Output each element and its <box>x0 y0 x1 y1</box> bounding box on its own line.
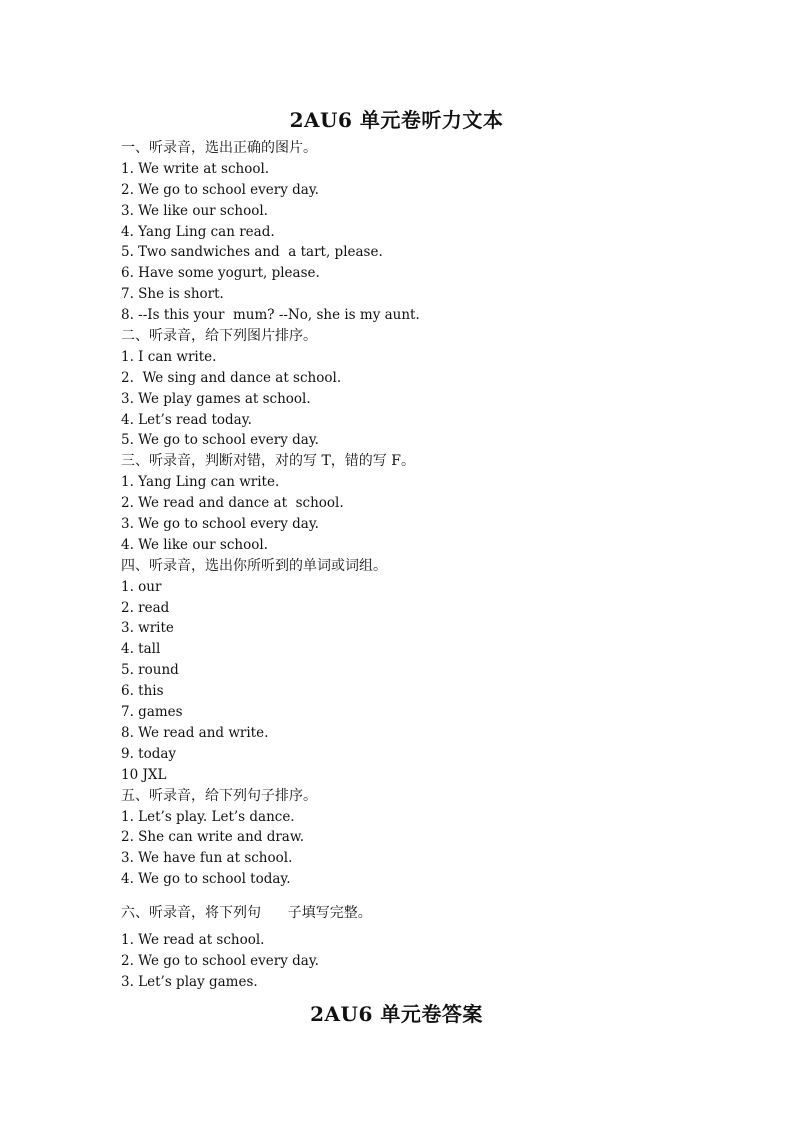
document-title: 2AU6 单元卷听力文本 <box>289 108 504 132</box>
section-heading-3: 三、听录音，判断对错，对的写 T，错的写 F。 <box>121 453 415 470</box>
listening-text <box>121 138 721 993</box>
list-item: 3. We go to school every day. <box>121 516 319 533</box>
list-item: 3. We have fun at school. <box>121 850 293 867</box>
list-item: 2. We read and dance at school. <box>121 495 344 512</box>
list-item: 2. We go to school every day. <box>121 952 319 969</box>
list-item: 9. today <box>121 745 177 762</box>
list-item: 8. We read and write. <box>121 724 269 741</box>
list-item: 1. Yang Ling can write. <box>121 474 280 491</box>
list-item: 2. She can write and draw. <box>121 829 305 846</box>
list-item: 3. Let’s play games. <box>121 973 258 990</box>
section-heading-5: 五、听录音，给下列句子排序。 <box>121 787 317 804</box>
answers-title: 2AU6 单元卷答案 <box>310 1002 483 1026</box>
list-item: 7. She is short. <box>121 286 224 303</box>
list-item: 5. round <box>121 662 179 679</box>
list-item: 2. We go to school every day. <box>121 181 319 198</box>
list-item: 1. our <box>121 578 162 595</box>
list-item: 3. write <box>121 620 174 637</box>
list-item: 6. Have some yogurt, please. <box>121 265 320 282</box>
list-item: 5. We go to school every day. <box>121 432 319 449</box>
section-spacer <box>121 890 721 903</box>
list-item: 4. tall <box>121 641 161 658</box>
list-item: 2. read <box>121 599 170 616</box>
list-item: 4. We go to school today. <box>121 871 291 888</box>
list-item: 8. --Is this your mum? --No, she is my aunt. <box>121 307 420 324</box>
list-item: 2. We sing and dance at school. <box>121 369 342 386</box>
list-item: 3. We like our school. <box>121 202 268 219</box>
section-heading-1: 一、听录音，选出正确的图片。 <box>121 140 317 156</box>
list-item: 5. Two sandwiches and a tart, please. <box>121 244 383 261</box>
list-item: 10 JXL <box>121 766 167 783</box>
list-item: 6. this <box>121 683 164 700</box>
list-item: 1. I can write. <box>121 348 217 365</box>
list-item: 1. We read at school. <box>121 931 265 948</box>
section-heading-6: 六、听录音，将下列句 子填写完整。 <box>121 905 372 922</box>
section-heading-4: 四、听录音，选出你所听到的单词或词组。 <box>121 557 387 574</box>
list-item: 4. Yang Ling can read. <box>121 223 275 240</box>
section-heading-2: 二、听录音，给下列图片排序。 <box>121 328 317 345</box>
list-item: 4. We like our school. <box>121 536 268 553</box>
list-item: 1. Let’s play. Let’s dance. <box>121 808 295 825</box>
list-item: 3. We play games at school. <box>121 390 311 407</box>
list-item: 4. Let’s read today. <box>121 411 252 428</box>
list-item: 1. We write at school. <box>121 160 270 177</box>
list-item: 7. games <box>121 704 183 721</box>
